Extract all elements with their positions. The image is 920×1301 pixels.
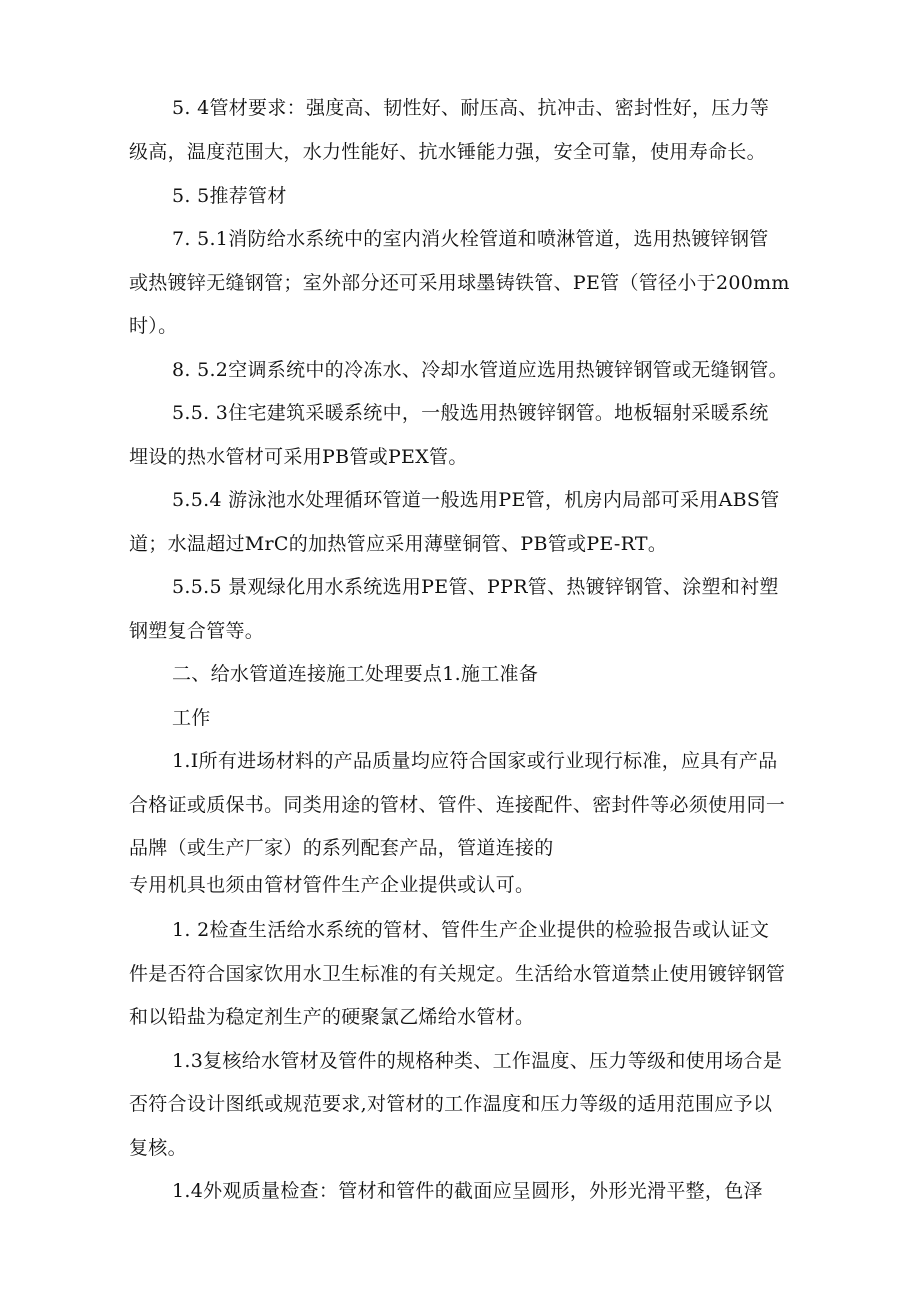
section-heading: 工作 [172, 707, 211, 729]
text-line: 复核。 [129, 1137, 187, 1159]
text-line: 时）。 [129, 315, 178, 337]
text-line: 合格证或质保书。同类用途的管材、管件、连接配件、密封件等必须使用同一 [129, 794, 786, 816]
text-line: 埋设的热水管材可采用PB管或PEX管。 [129, 446, 468, 468]
section-heading: 二、给水管道连接施工处理要点1.施工准备 [172, 663, 539, 685]
text-line: 1.I所有进场材料的产品质量均应符合国家或行业现行标准，应具有产品 [172, 750, 778, 772]
text-line: 7. 5.1消防给水系统中的室内消火栓管道和喷淋管道，选用热镀锌钢管 [172, 228, 769, 250]
text-line: 件是否符合国家饮用水卫生标准的有关规定。生活给水管道禁止使用镀锌钢管 [129, 963, 786, 985]
text-line: 5.5.4 游泳池水处理循环管道一般选用PE管，机房内局部可采用ABS管 [172, 489, 780, 511]
text-line: 1.3复核给水管材及管件的规格种类、工作温度、压力等级和使用场合是 [172, 1050, 783, 1072]
text-line: 否符合设计图纸或规范要求,对管材的工作温度和压力等级的适用范围应予以 [129, 1093, 773, 1115]
text-line: 1. 2检查生活给水系统的管材、管件生产企业提供的检验报告或认证文 [172, 919, 770, 941]
section-heading: 5. 5推荐管材 [172, 185, 287, 207]
text-line: 道；水温超过MrC的加热管应采用薄壁铜管、PB管或PE-RT。 [129, 533, 668, 555]
text-line: 级高，温度范围大，水力性能好、抗水锤能力强，安全可靠，使用寿命长。 [129, 141, 766, 163]
text-line: 钢塑复合管等。 [129, 620, 265, 642]
text-line: 1.4外观质量检查：管材和管件的截面应呈圆形，外形光滑平整，色泽 [172, 1180, 763, 1202]
text-line: 5. 4管材要求：强度高、韧性好、耐压高、抗冲击、密封性好，压力等 [172, 97, 770, 119]
text-line: 8. 5.2空调系统中的冷冻水、冷却水管道应选用热镀锌钢管或无缝钢管。 [172, 359, 788, 381]
text-line: 品牌（或生产厂家）的系列配套产品，管道连接的 [129, 837, 554, 859]
text-line: 和以铅盐为稳定剂生产的硬聚氯乙烯给水管材。 [129, 1006, 535, 1028]
text-line: 专用机具也须由管材管件生产企业提供或认可。 [129, 874, 535, 896]
text-line: 5.5. 3住宅建筑采暖系统中，一般选用热镀锌钢管。地板辐射采暖系统 [172, 402, 769, 424]
text-line: 5.5.5 景观绿化用水系统选用PE管、PPR管、热镀锌钢管、涂塑和衬塑 [172, 576, 779, 598]
text-line: 或热镀锌无缝钢管；室外部分还可采用球墨铸铁管、PE管（管径小于200mm [129, 272, 790, 294]
